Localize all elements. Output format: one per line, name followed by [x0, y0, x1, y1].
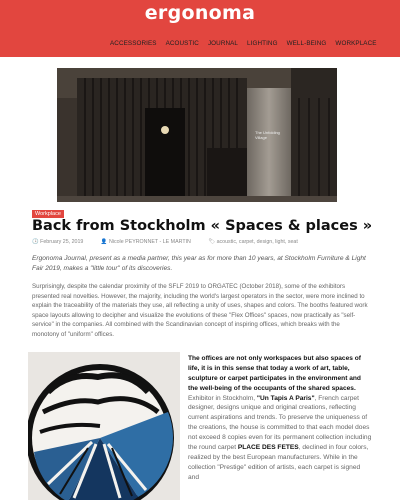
hero-image [57, 68, 337, 202]
article-lead: Ergonoma Journal, present as a media partner, this year as for more than 10 years, at Stockholm Furniture & Light Fair 2019, makes a "little tour" of its discoveries. [32, 255, 366, 272]
nav-item-accessories[interactable]: ACCESSORIES [110, 40, 157, 47]
site-header [0, 0, 400, 57]
pavilion-photo [57, 68, 337, 202]
nav-item-journal[interactable]: JOURNAL [207, 40, 239, 47]
round-carpet-photo [28, 352, 180, 500]
site-logo[interactable]: ergonoma [144, 2, 256, 24]
sidebar-article-text [188, 354, 372, 483]
article-title: Back from Stockholm « Spaces & places » [32, 218, 373, 234]
nav-item-acoustic[interactable]: ACOUSTIC [165, 40, 199, 47]
main-nav [110, 40, 386, 52]
carpet-image [28, 352, 180, 500]
category-badge[interactable]: Workplace [32, 210, 64, 218]
author-link[interactable]: Nicole PEYRONNET - LE MARTIN [108, 239, 191, 245]
side-p1: Exhibitor in Stockholm, [188, 394, 257, 402]
nav-item-lighting[interactable]: LIGHTING [247, 40, 278, 47]
nav-item-workplace[interactable]: WORKPLACE [335, 40, 377, 47]
brand-place-des-fetes[interactable]: PLACE DES FETES [237, 444, 299, 452]
pavilion-sign: The Unfolding Village [255, 130, 280, 140]
brand-un-tapis[interactable]: "Un Tapis A Paris" [256, 394, 315, 402]
meta-author: 👤 Nicole PEYRONNET - LE MARTIN [100, 239, 191, 245]
nav-item-well-being[interactable]: WELL-BEING [286, 40, 327, 47]
meta-tags: 🏷 acoustic, carpet, design, light, seat [208, 239, 298, 245]
tag-links[interactable]: acoustic, carpet, design, light, seat [216, 239, 298, 245]
side-intro: The offices are not only workspaces but also spaces of life, it is in this sense that today a work of art, table, sculpture or carpet participates in the environment and the well-being of the occupants of the shared spaces. [188, 355, 361, 392]
side-p2: , French carpet designer, designs unique and original creations, reflecting current aspirations and trends. To preserve the uniqueness of the creations, the house is committed to that each model does not exceed 8 copies even for its permanent collection including the round carpet [188, 394, 372, 452]
article-meta [32, 239, 314, 245]
article-body: Surprisingly, despite the calendar proximity of the SFLF 2019 to ORGATEC (October 2018), some of the exhibitors presented real novelties. However, the majority, including the world's largest operators in the sector, were more inclined to explain the traceability of the materials they use, all reflecting a unity of uses, shapes and colors. The booths featured work space layouts allowing to decipher and visualize the evolutions of these "Flex Offices" spaces, now practically as "self-service" in the companies. All combined with the Scandinavian concept of inspiring offices, which breaks with the monotony of "uniform" offices. [32, 283, 368, 339]
side-p3: , declined in four colors, realized by the best European manufacturers. While in the collection "Prestige" edition of artists, each carpet is signed and [188, 444, 369, 481]
date-text: February 25, 2019 [40, 239, 84, 245]
meta-date: 🕓 February 25, 2019 [32, 239, 84, 245]
